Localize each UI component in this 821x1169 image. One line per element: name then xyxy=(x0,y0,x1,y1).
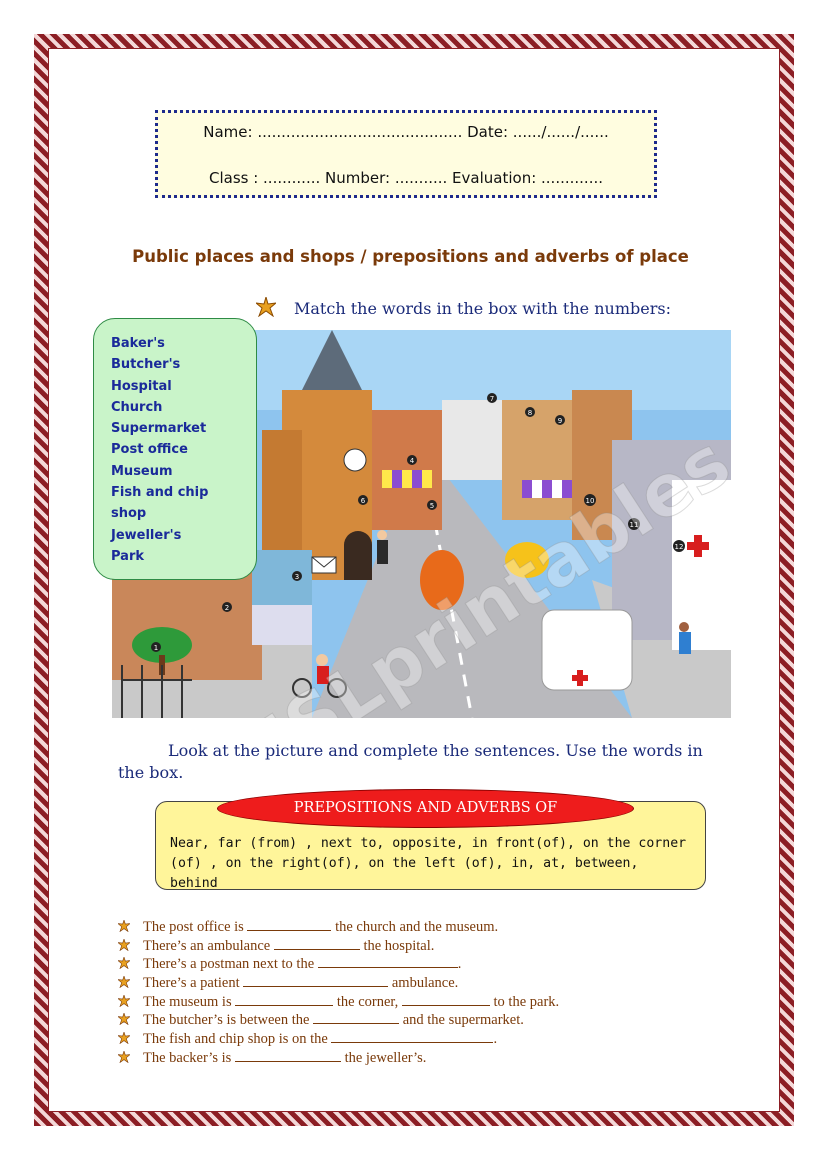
answer-blank[interactable] xyxy=(274,936,360,950)
word-item: Church xyxy=(111,399,163,415)
word-item: Park xyxy=(111,548,145,564)
star-bullet-icon xyxy=(118,1011,143,1030)
word-item: Butcher's xyxy=(111,357,181,373)
prepositions-list: Near, far (from) , next to, opposite, in front(of), on the corner (of) , on the right(of), on the left (of), in, at, between, behind xyxy=(170,836,687,891)
class-number-line: Class : ............ Number: ........... Evaluation: ............. xyxy=(208,169,604,187)
word-item: Museum xyxy=(111,463,173,479)
sentence-list xyxy=(118,917,559,1067)
star-bullet-icon xyxy=(118,918,143,937)
answer-blank[interactable] xyxy=(247,917,331,931)
word-item: Baker's xyxy=(111,336,165,351)
picture-number: 6 xyxy=(360,497,366,505)
star-bullet-icon xyxy=(256,297,276,317)
picture-number: 2 xyxy=(224,604,230,612)
list-item: The museum is the corner, to the park. xyxy=(118,992,559,1011)
exercise1-instruction xyxy=(256,297,671,318)
word-item: shop xyxy=(111,506,147,522)
list-item: The backer’s is the jeweller’s. xyxy=(118,1048,559,1067)
star-bullet-icon xyxy=(118,993,143,1012)
picture-number: 3 xyxy=(294,573,300,581)
picture-number: 11 xyxy=(629,521,639,529)
list-item: The post office is the church and the museum. xyxy=(118,917,559,936)
star-bullet-icon xyxy=(118,1030,143,1049)
star-bullet-icon xyxy=(118,974,143,993)
picture-number: 4 xyxy=(409,457,415,465)
picture-number: 9 xyxy=(557,417,563,425)
answer-blank[interactable] xyxy=(318,954,458,968)
answer-blank[interactable] xyxy=(235,1048,341,1062)
word-item: Fish and chip xyxy=(111,485,209,501)
prepositions-box-title: PREPOSITIONS AND ADVERBS OF xyxy=(217,789,634,828)
list-item: The fish and chip shop is on the . xyxy=(118,1029,559,1048)
list-item: There’s a patient ambulance. xyxy=(118,973,559,992)
answer-blank[interactable] xyxy=(331,1029,493,1043)
name-date-line: Name: ........................................... Date: ....../....../...... xyxy=(203,123,609,141)
picture-number: 5 xyxy=(429,502,435,510)
answer-blank[interactable] xyxy=(313,1010,399,1024)
exercise2-instruction: Look at the picture and complete the sentences. Use the words in the box. xyxy=(118,741,703,782)
picture-number: 10 xyxy=(585,497,595,505)
list-item: The butcher’s is between the and the supermarket. xyxy=(118,1010,559,1029)
picture-number: 7 xyxy=(489,395,495,403)
star-bullet-icon xyxy=(118,955,143,974)
picture-number: 1 xyxy=(153,644,159,652)
exercise1-instruction-text: Match the words in the box with the numbers: xyxy=(294,299,671,318)
worksheet-title: Public places and shops / prepositions and adverbs of place xyxy=(132,247,689,266)
word-item: Jeweller's xyxy=(111,527,182,543)
picture-number: 8 xyxy=(527,409,533,417)
word-item: Hospital xyxy=(111,378,172,394)
answer-blank[interactable] xyxy=(243,973,388,987)
word-item: Post office xyxy=(111,442,188,458)
list-item: There’s an ambulance the hospital. xyxy=(118,936,559,955)
answer-blank[interactable] xyxy=(235,992,333,1006)
answer-blank[interactable] xyxy=(402,992,490,1006)
star-bullet-icon xyxy=(118,1049,143,1068)
word-item: Supermarket xyxy=(111,421,207,437)
picture-number: 12 xyxy=(674,543,684,551)
star-bullet-icon xyxy=(118,937,143,956)
list-item: There’s a postman next to the . xyxy=(118,954,559,973)
student-info-box xyxy=(155,110,657,198)
word-box xyxy=(93,318,257,580)
